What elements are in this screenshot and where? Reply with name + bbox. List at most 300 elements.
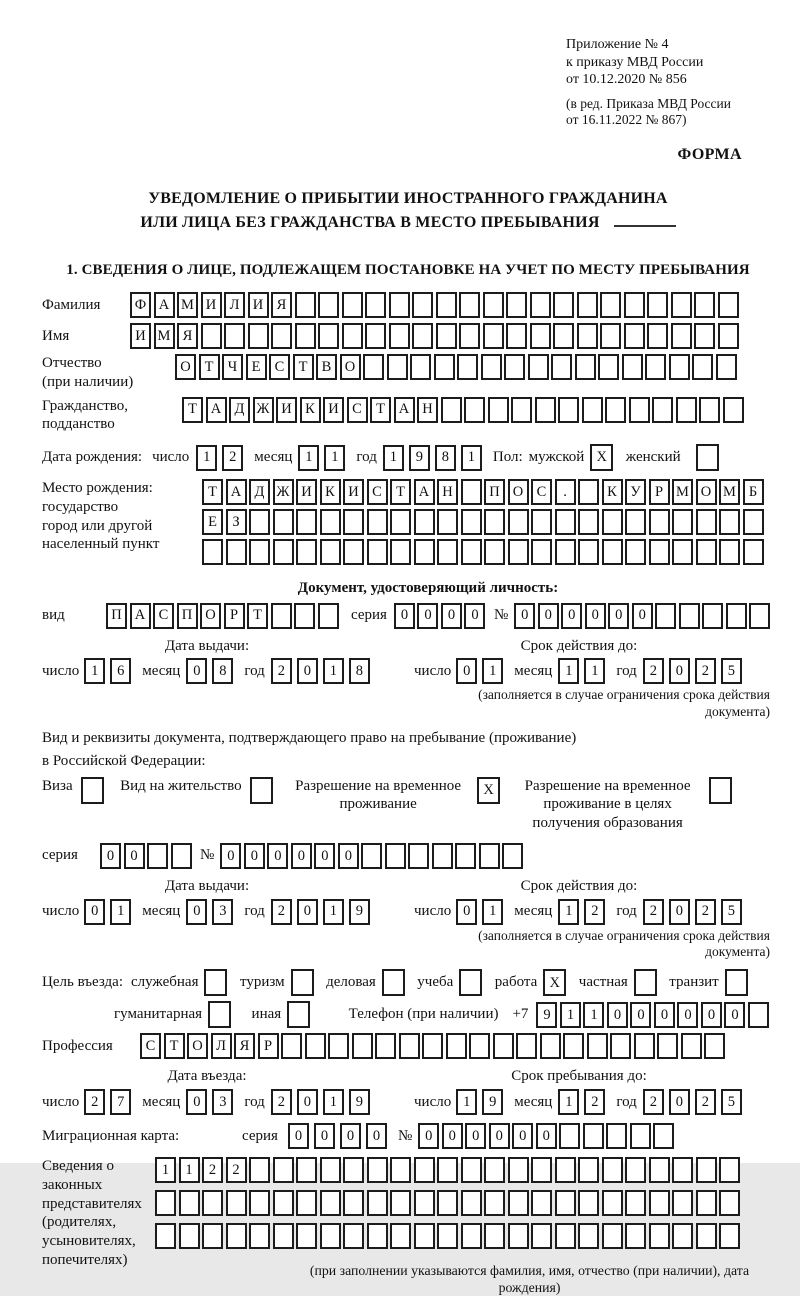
char-cell[interactable]: [696, 539, 717, 565]
char-cell[interactable]: [387, 354, 408, 380]
char-cell[interactable]: 0: [724, 1002, 745, 1028]
char-cell[interactable]: [412, 292, 433, 318]
char-cell[interactable]: [488, 397, 509, 423]
char-cell[interactable]: [718, 292, 739, 318]
purpose-transit-checkbox[interactable]: [725, 969, 748, 996]
char-cell[interactable]: [484, 539, 505, 565]
char-cell[interactable]: [578, 1223, 599, 1249]
char-cell[interactable]: А: [130, 603, 151, 629]
char-cell[interactable]: 9: [349, 1089, 370, 1115]
char-cell[interactable]: Р: [224, 603, 245, 629]
char-cell[interactable]: [555, 1157, 576, 1183]
char-cell[interactable]: [226, 539, 247, 565]
char-cell[interactable]: 0: [394, 603, 415, 629]
char-cell[interactable]: [296, 509, 317, 535]
char-cell[interactable]: [273, 539, 294, 565]
char-cell[interactable]: [226, 1190, 247, 1216]
char-cell[interactable]: [390, 1157, 411, 1183]
char-cell[interactable]: С: [367, 479, 388, 505]
char-cell[interactable]: Т: [390, 479, 411, 505]
char-cell[interactable]: [625, 509, 646, 535]
char-cell[interactable]: 3: [212, 1089, 233, 1115]
char-cell[interactable]: 2: [271, 899, 292, 925]
char-cell[interactable]: 8: [212, 658, 233, 684]
char-cell[interactable]: [271, 323, 292, 349]
char-cell[interactable]: [363, 354, 384, 380]
char-cell[interactable]: [649, 1190, 670, 1216]
char-cell[interactable]: Б: [743, 479, 764, 505]
char-cell[interactable]: [699, 397, 720, 423]
char-cell[interactable]: Т: [247, 603, 268, 629]
char-cell[interactable]: [602, 1223, 623, 1249]
char-cell[interactable]: 1: [179, 1157, 200, 1183]
char-cell[interactable]: [296, 1190, 317, 1216]
char-cell[interactable]: [625, 539, 646, 565]
char-cell[interactable]: [385, 843, 406, 869]
char-cell[interactable]: [390, 509, 411, 535]
char-cell[interactable]: [375, 1033, 396, 1059]
char-cell[interactable]: И: [130, 323, 151, 349]
char-cell[interactable]: [600, 292, 621, 318]
char-cell[interactable]: [578, 509, 599, 535]
char-cell[interactable]: [367, 1223, 388, 1249]
char-cell[interactable]: 5: [721, 1089, 742, 1115]
char-cell[interactable]: [389, 292, 410, 318]
char-cell[interactable]: [343, 1190, 364, 1216]
char-cell[interactable]: [459, 323, 480, 349]
char-cell[interactable]: 0: [220, 843, 241, 869]
char-cell[interactable]: [578, 1190, 599, 1216]
char-cell[interactable]: [155, 1190, 176, 1216]
char-cell[interactable]: [484, 1190, 505, 1216]
char-cell[interactable]: [506, 292, 527, 318]
char-cell[interactable]: [694, 323, 715, 349]
char-cell[interactable]: [535, 397, 556, 423]
char-cell[interactable]: 2: [695, 658, 716, 684]
char-cell[interactable]: 1: [323, 899, 344, 925]
char-cell[interactable]: [531, 509, 552, 535]
char-cell[interactable]: Я: [271, 292, 292, 318]
char-cell[interactable]: [343, 1157, 364, 1183]
char-cell[interactable]: 2: [226, 1157, 247, 1183]
char-cell[interactable]: В: [316, 354, 337, 380]
char-cell[interactable]: [436, 292, 457, 318]
char-cell[interactable]: С: [140, 1033, 161, 1059]
char-cell[interactable]: [365, 323, 386, 349]
char-cell[interactable]: [629, 397, 650, 423]
char-cell[interactable]: [320, 1157, 341, 1183]
char-cell[interactable]: 2: [643, 1089, 664, 1115]
char-cell[interactable]: 0: [464, 603, 485, 629]
char-cell[interactable]: [226, 1223, 247, 1249]
char-cell[interactable]: [408, 843, 429, 869]
char-cell[interactable]: [343, 1223, 364, 1249]
char-cell[interactable]: Т: [293, 354, 314, 380]
char-cell[interactable]: [655, 603, 676, 629]
char-cell[interactable]: Л: [224, 292, 245, 318]
char-cell[interactable]: [273, 1157, 294, 1183]
char-cell[interactable]: [365, 292, 386, 318]
char-cell[interactable]: 2: [84, 1089, 105, 1115]
char-cell[interactable]: 1: [324, 445, 345, 471]
char-cell[interactable]: [295, 323, 316, 349]
char-cell[interactable]: [558, 397, 579, 423]
char-cell[interactable]: [390, 539, 411, 565]
char-cell[interactable]: [461, 479, 482, 505]
char-cell[interactable]: [179, 1190, 200, 1216]
char-cell[interactable]: 0: [366, 1123, 387, 1149]
char-cell[interactable]: [318, 323, 339, 349]
char-cell[interactable]: [719, 539, 740, 565]
char-cell[interactable]: [696, 509, 717, 535]
char-cell[interactable]: [602, 509, 623, 535]
char-cell[interactable]: [553, 323, 574, 349]
char-cell[interactable]: 0: [669, 899, 690, 925]
char-cell[interactable]: [679, 603, 700, 629]
char-cell[interactable]: 0: [100, 843, 121, 869]
char-cell[interactable]: [669, 354, 690, 380]
char-cell[interactable]: [726, 603, 747, 629]
char-cell[interactable]: [504, 354, 525, 380]
char-cell[interactable]: 0: [512, 1123, 533, 1149]
char-cell[interactable]: С: [269, 354, 290, 380]
char-cell[interactable]: [248, 323, 269, 349]
char-cell[interactable]: [484, 509, 505, 535]
char-cell[interactable]: 8: [435, 445, 456, 471]
char-cell[interactable]: [672, 1223, 693, 1249]
char-cell[interactable]: [414, 1157, 435, 1183]
char-cell[interactable]: [249, 539, 270, 565]
char-cell[interactable]: [583, 1123, 604, 1149]
char-cell[interactable]: [531, 1157, 552, 1183]
char-cell[interactable]: [551, 354, 572, 380]
char-cell[interactable]: О: [696, 479, 717, 505]
char-cell[interactable]: [179, 1223, 200, 1249]
char-cell[interactable]: [446, 1033, 467, 1059]
char-cell[interactable]: [696, 1223, 717, 1249]
char-cell[interactable]: [249, 509, 270, 535]
char-cell[interactable]: Р: [258, 1033, 279, 1059]
char-cell[interactable]: 0: [538, 603, 559, 629]
char-cell[interactable]: 2: [643, 899, 664, 925]
char-cell[interactable]: [625, 1223, 646, 1249]
char-cell[interactable]: 2: [643, 658, 664, 684]
char-cell[interactable]: [320, 509, 341, 535]
char-cell[interactable]: С: [153, 603, 174, 629]
char-cell[interactable]: [296, 1157, 317, 1183]
char-cell[interactable]: 2: [271, 1089, 292, 1115]
char-cell[interactable]: 0: [338, 843, 359, 869]
char-cell[interactable]: [582, 397, 603, 423]
char-cell[interactable]: 0: [297, 1089, 318, 1115]
sex-male-checkbox[interactable]: X: [590, 444, 613, 471]
char-cell[interactable]: 0: [441, 603, 462, 629]
char-cell[interactable]: 1: [298, 445, 319, 471]
char-cell[interactable]: [399, 1033, 420, 1059]
char-cell[interactable]: [367, 1157, 388, 1183]
char-cell[interactable]: [437, 1223, 458, 1249]
char-cell[interactable]: С: [347, 397, 368, 423]
char-cell[interactable]: 1: [558, 899, 579, 925]
char-cell[interactable]: Ч: [222, 354, 243, 380]
char-cell[interactable]: 9: [536, 1002, 557, 1028]
char-cell[interactable]: [578, 1157, 599, 1183]
char-cell[interactable]: А: [206, 397, 227, 423]
char-cell[interactable]: [719, 1190, 740, 1216]
char-cell[interactable]: [414, 1190, 435, 1216]
char-cell[interactable]: [343, 509, 364, 535]
char-cell[interactable]: [171, 843, 192, 869]
char-cell[interactable]: [649, 539, 670, 565]
char-cell[interactable]: Ф: [130, 292, 151, 318]
char-cell[interactable]: 0: [297, 899, 318, 925]
char-cell[interactable]: [508, 1190, 529, 1216]
char-cell[interactable]: Н: [417, 397, 438, 423]
char-cell[interactable]: [702, 603, 723, 629]
char-cell[interactable]: [249, 1223, 270, 1249]
char-cell[interactable]: 0: [442, 1123, 463, 1149]
char-cell[interactable]: 0: [701, 1002, 722, 1028]
char-cell[interactable]: М: [177, 292, 198, 318]
char-cell[interactable]: .: [555, 479, 576, 505]
char-cell[interactable]: [508, 509, 529, 535]
char-cell[interactable]: Ж: [253, 397, 274, 423]
char-cell[interactable]: [441, 397, 462, 423]
sex-female-checkbox[interactable]: [696, 444, 719, 471]
char-cell[interactable]: [647, 323, 668, 349]
char-cell[interactable]: [602, 1190, 623, 1216]
purpose-private-checkbox[interactable]: [634, 969, 657, 996]
char-cell[interactable]: О: [187, 1033, 208, 1059]
char-cell[interactable]: [577, 292, 598, 318]
char-cell[interactable]: 0: [297, 658, 318, 684]
char-cell[interactable]: [578, 539, 599, 565]
char-cell[interactable]: [318, 603, 339, 629]
char-cell[interactable]: [328, 1033, 349, 1059]
char-cell[interactable]: 0: [186, 1089, 207, 1115]
char-cell[interactable]: М: [672, 479, 693, 505]
char-cell[interactable]: [508, 1157, 529, 1183]
char-cell[interactable]: 0: [124, 843, 145, 869]
char-cell[interactable]: Д: [229, 397, 250, 423]
char-cell[interactable]: [622, 354, 643, 380]
char-cell[interactable]: [649, 509, 670, 535]
visa-checkbox[interactable]: [81, 777, 104, 804]
char-cell[interactable]: 0: [417, 603, 438, 629]
char-cell[interactable]: [657, 1033, 678, 1059]
char-cell[interactable]: [649, 1223, 670, 1249]
purpose-business-checkbox[interactable]: [204, 969, 227, 996]
char-cell[interactable]: 0: [585, 603, 606, 629]
char-cell[interactable]: О: [175, 354, 196, 380]
char-cell[interactable]: 1: [110, 899, 131, 925]
char-cell[interactable]: А: [394, 397, 415, 423]
char-cell[interactable]: [295, 292, 316, 318]
char-cell[interactable]: 0: [669, 1089, 690, 1115]
char-cell[interactable]: [743, 509, 764, 535]
char-cell[interactable]: 0: [632, 603, 653, 629]
char-cell[interactable]: [461, 539, 482, 565]
char-cell[interactable]: 2: [202, 1157, 223, 1183]
char-cell[interactable]: [563, 1033, 584, 1059]
char-cell[interactable]: [249, 1157, 270, 1183]
char-cell[interactable]: 0: [418, 1123, 439, 1149]
purpose-study-checkbox[interactable]: [459, 969, 482, 996]
char-cell[interactable]: [296, 539, 317, 565]
char-cell[interactable]: [577, 323, 598, 349]
char-cell[interactable]: 0: [608, 603, 629, 629]
char-cell[interactable]: [281, 1033, 302, 1059]
char-cell[interactable]: [672, 509, 693, 535]
char-cell[interactable]: 0: [654, 1002, 675, 1028]
char-cell[interactable]: [553, 292, 574, 318]
char-cell[interactable]: [483, 292, 504, 318]
char-cell[interactable]: 1: [560, 1002, 581, 1028]
char-cell[interactable]: Е: [202, 509, 223, 535]
char-cell[interactable]: [630, 1123, 651, 1149]
char-cell[interactable]: Т: [199, 354, 220, 380]
char-cell[interactable]: [342, 292, 363, 318]
char-cell[interactable]: [749, 603, 770, 629]
char-cell[interactable]: 0: [244, 843, 265, 869]
char-cell[interactable]: 1: [84, 658, 105, 684]
char-cell[interactable]: [694, 292, 715, 318]
char-cell[interactable]: И: [201, 292, 222, 318]
char-cell[interactable]: [587, 1033, 608, 1059]
char-cell[interactable]: [681, 1033, 702, 1059]
char-cell[interactable]: Н: [437, 479, 458, 505]
char-cell[interactable]: [434, 354, 455, 380]
char-cell[interactable]: А: [226, 479, 247, 505]
char-cell[interactable]: [719, 509, 740, 535]
char-cell[interactable]: 1: [323, 658, 344, 684]
char-cell[interactable]: 0: [630, 1002, 651, 1028]
char-cell[interactable]: [530, 323, 551, 349]
char-cell[interactable]: [559, 1123, 580, 1149]
char-cell[interactable]: [696, 1157, 717, 1183]
char-cell[interactable]: [602, 539, 623, 565]
char-cell[interactable]: [437, 1190, 458, 1216]
char-cell[interactable]: [743, 539, 764, 565]
char-cell[interactable]: [602, 1157, 623, 1183]
char-cell[interactable]: [361, 843, 382, 869]
char-cell[interactable]: Т: [202, 479, 223, 505]
char-cell[interactable]: [390, 1223, 411, 1249]
char-cell[interactable]: 0: [291, 843, 312, 869]
char-cell[interactable]: 2: [584, 899, 605, 925]
char-cell[interactable]: 0: [489, 1123, 510, 1149]
char-cell[interactable]: [457, 354, 478, 380]
char-cell[interactable]: 0: [314, 1123, 335, 1149]
char-cell[interactable]: 0: [288, 1123, 309, 1149]
char-cell[interactable]: [578, 479, 599, 505]
char-cell[interactable]: [437, 1157, 458, 1183]
char-cell[interactable]: [531, 1223, 552, 1249]
char-cell[interactable]: [305, 1033, 326, 1059]
char-cell[interactable]: Т: [370, 397, 391, 423]
char-cell[interactable]: [414, 539, 435, 565]
char-cell[interactable]: [343, 539, 364, 565]
char-cell[interactable]: 1: [155, 1157, 176, 1183]
char-cell[interactable]: 1: [461, 445, 482, 471]
char-cell[interactable]: 1: [456, 1089, 477, 1115]
char-cell[interactable]: [320, 1223, 341, 1249]
char-cell[interactable]: [437, 509, 458, 535]
char-cell[interactable]: О: [200, 603, 221, 629]
char-cell[interactable]: [555, 1190, 576, 1216]
char-cell[interactable]: [155, 1223, 176, 1249]
char-cell[interactable]: Я: [177, 323, 198, 349]
char-cell[interactable]: [271, 603, 292, 629]
char-cell[interactable]: [414, 509, 435, 535]
char-cell[interactable]: [676, 397, 697, 423]
char-cell[interactable]: П: [106, 603, 127, 629]
char-cell[interactable]: [249, 1190, 270, 1216]
char-cell[interactable]: П: [484, 479, 505, 505]
char-cell[interactable]: [483, 323, 504, 349]
char-cell[interactable]: [624, 323, 645, 349]
char-cell[interactable]: 2: [271, 658, 292, 684]
char-cell[interactable]: [647, 292, 668, 318]
char-cell[interactable]: [530, 292, 551, 318]
char-cell[interactable]: [320, 1190, 341, 1216]
char-cell[interactable]: [484, 1223, 505, 1249]
char-cell[interactable]: [555, 1223, 576, 1249]
char-cell[interactable]: [436, 323, 457, 349]
char-cell[interactable]: [625, 1157, 646, 1183]
char-cell[interactable]: [718, 323, 739, 349]
char-cell[interactable]: А: [154, 292, 175, 318]
purpose-commercial-checkbox[interactable]: [382, 969, 405, 996]
char-cell[interactable]: [540, 1033, 561, 1059]
char-cell[interactable]: 0: [669, 658, 690, 684]
char-cell[interactable]: [719, 1223, 740, 1249]
char-cell[interactable]: [412, 323, 433, 349]
char-cell[interactable]: [224, 323, 245, 349]
char-cell[interactable]: 0: [561, 603, 582, 629]
char-cell[interactable]: [202, 1190, 223, 1216]
char-cell[interactable]: [555, 539, 576, 565]
char-cell[interactable]: Т: [182, 397, 203, 423]
char-cell[interactable]: [464, 397, 485, 423]
char-cell[interactable]: [671, 292, 692, 318]
char-cell[interactable]: 0: [186, 899, 207, 925]
char-cell[interactable]: [437, 539, 458, 565]
char-cell[interactable]: 0: [186, 658, 207, 684]
char-cell[interactable]: 0: [314, 843, 335, 869]
char-cell[interactable]: [455, 843, 476, 869]
char-cell[interactable]: К: [320, 479, 341, 505]
residence-permit-checkbox[interactable]: [250, 777, 273, 804]
char-cell[interactable]: Т: [164, 1033, 185, 1059]
char-cell[interactable]: У: [625, 479, 646, 505]
char-cell[interactable]: 2: [695, 899, 716, 925]
char-cell[interactable]: П: [177, 603, 198, 629]
char-cell[interactable]: 0: [456, 658, 477, 684]
char-cell[interactable]: Л: [211, 1033, 232, 1059]
char-cell[interactable]: 1: [584, 658, 605, 684]
char-cell[interactable]: 5: [721, 899, 742, 925]
char-cell[interactable]: М: [719, 479, 740, 505]
char-cell[interactable]: С: [531, 479, 552, 505]
char-cell[interactable]: [508, 1223, 529, 1249]
char-cell[interactable]: 5: [721, 658, 742, 684]
char-cell[interactable]: 3: [212, 899, 233, 925]
char-cell[interactable]: [202, 539, 223, 565]
char-cell[interactable]: [672, 539, 693, 565]
char-cell[interactable]: [653, 1123, 674, 1149]
char-cell[interactable]: [528, 354, 549, 380]
